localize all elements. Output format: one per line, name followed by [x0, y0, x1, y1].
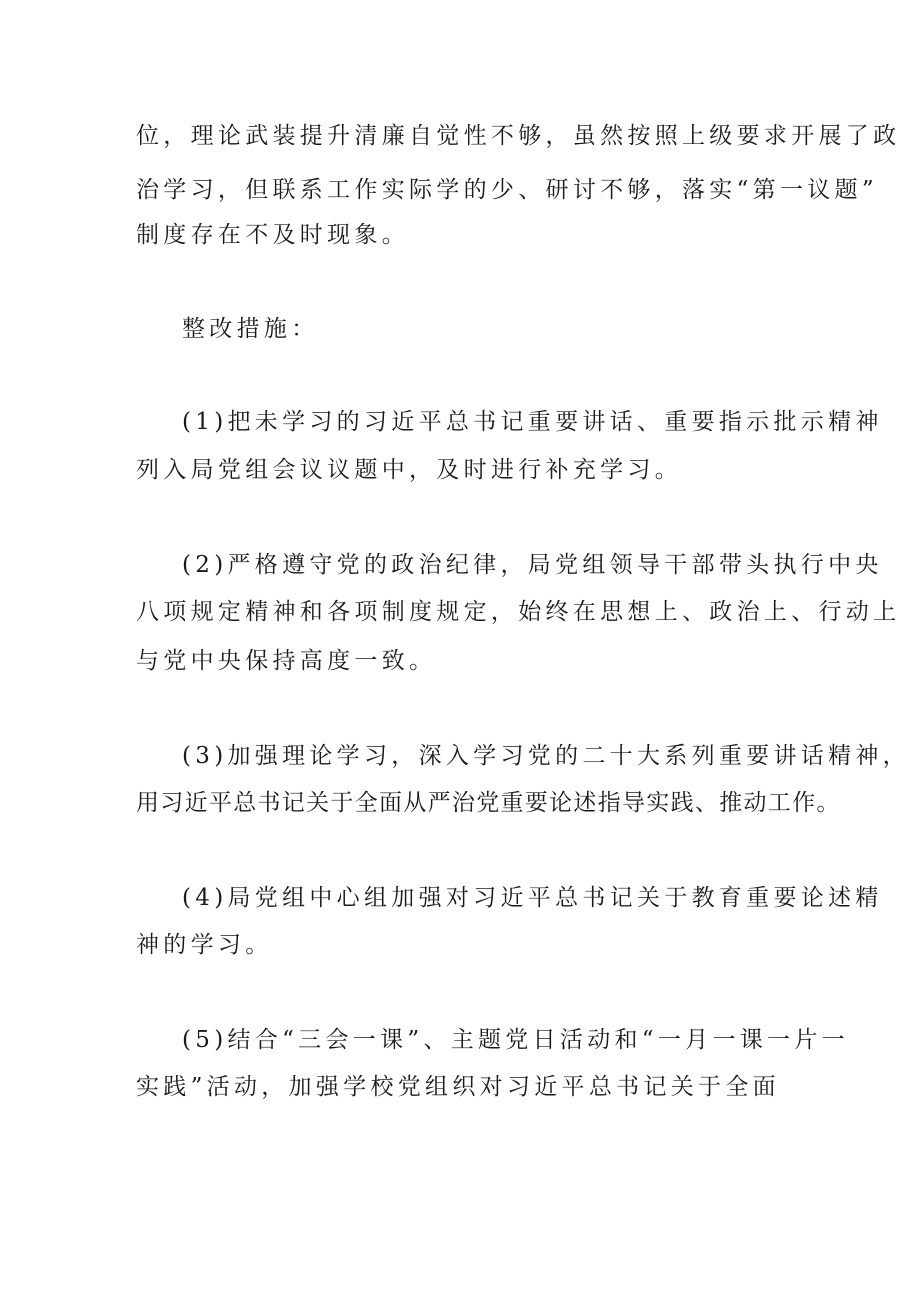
text-line: (4)局党组中心组加强对习近平总书记关于教育重要论述精	[182, 885, 883, 911]
text-line: 列入局党组会议议题中，及时进行补充学习。	[136, 457, 682, 483]
text-line: (1)把未学习的习近平总书记重要讲话、重要指示批示精神	[182, 409, 883, 435]
text-line: (2)严格遵守党的政治纪律，局党组领导干部带头执行中央	[182, 552, 883, 578]
text-line: 与党中央保持高度一致。	[136, 648, 437, 674]
text-line: 八项规定精神和各项制度规定，始终在思想上、政治上、行动上	[136, 599, 901, 625]
heading-text: 整改措施：	[182, 316, 319, 342]
text-line: 制度存在不及时现象。	[136, 222, 409, 248]
text-line: (3)加强理论学习，深入学习党的二十大系列重要讲话精神，	[182, 743, 910, 769]
text-line: 治学习，但联系工作实际学的少、研讨不够，落实“第一议题”	[136, 177, 878, 203]
text-line: 实践”活动，加强学校党组织对习近平总书记关于全面	[136, 1074, 780, 1100]
text-line: (5)结合“三会一课”、主题党日活动和“一月一课一片一	[182, 1027, 849, 1053]
text-line: 用习近平总书记关于全面从严治党重要论述指导实践、推动工作。	[136, 790, 841, 816]
text-line: 位，理论武装提升清廉自觉性不够，虽然按照上级要求开展了政	[136, 123, 901, 149]
text-line: 神的学习。	[136, 932, 273, 958]
